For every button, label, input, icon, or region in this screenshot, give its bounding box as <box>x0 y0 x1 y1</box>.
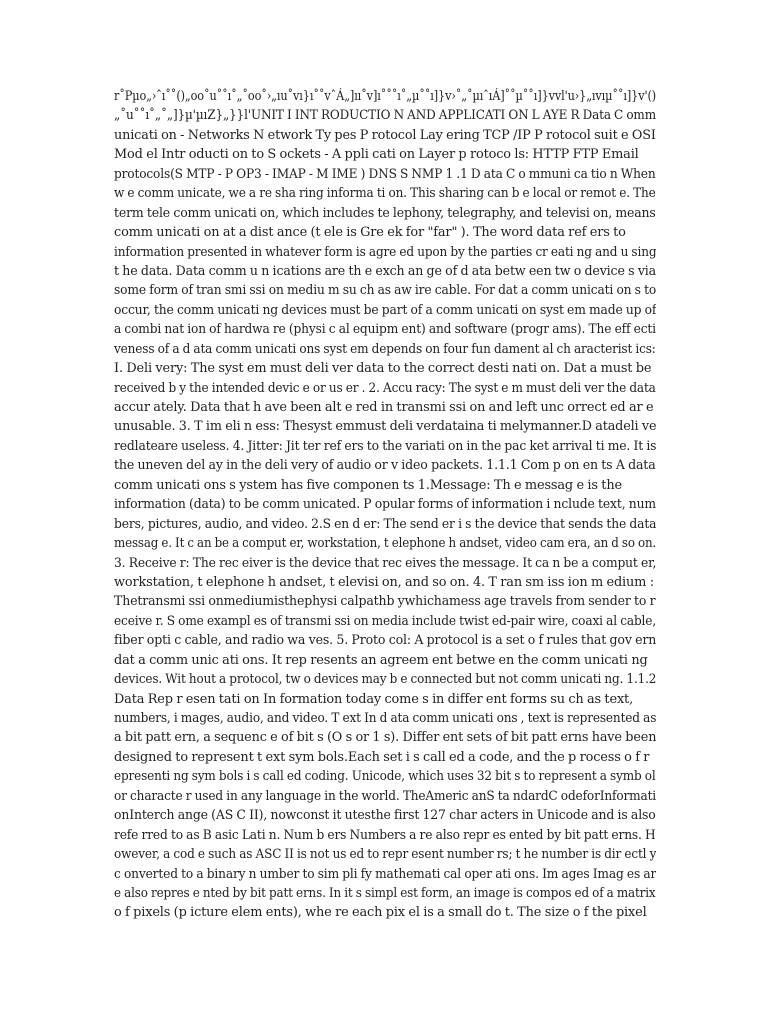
text-line: comm unicati on at a dist ance (t ele is Gre ek for "far" ). The word data ref ers to <box>114 225 626 241</box>
text-line: a bit patt ern, a sequenc e of bit s (O s or 1 s). Differ ent sets of bit patt erns have been <box>114 730 656 746</box>
text-line: information presented in whatever form is agre ed upon by the parties cr eati ng and u sing <box>114 244 656 260</box>
text-line: bers, pictures, audio, and video. 2.S en d er: The send er i s the device that sends the data <box>114 516 656 532</box>
text-line: 3. Receive r: The rec eiver is the device that rec eives the message. It ca n be a comput er, <box>114 555 656 571</box>
text-line: messag e. It c an be a comput er, workstation, t elephone h andset, video cam era, an d so on. <box>114 536 656 552</box>
text-line: c onverted to a binary n umber to sim pli fy mathemati cal oper ati ons. Im ages Imag es ar <box>114 866 656 882</box>
text-line: accur ately. Data that h ave been alt e red in transmi ssi on and left unc orrect ed ar e <box>114 400 654 415</box>
text-line: eceive r. S ome exampl es of transmi ssi on media include twist ed-pair wire, coaxi al cable, <box>114 613 656 629</box>
text-line: Mod el Intr oducti on to S ockets - A ppli cati on Layer p rotoco ls: HTTP FTP Email <box>114 147 639 163</box>
text-line: the uneven del ay in the deli very of audio or v ideo packets. 1.1.1 Com p on en ts A data <box>114 458 656 474</box>
text-line: I. Deli very: The syst em must deli ver data to the correct desti nati on. Dat a must be <box>114 361 652 377</box>
text-line: received b y the intended devic e or us er . 2. Accu racy: The syst e m must deli ver the data <box>114 380 656 396</box>
text-line: unusable. 3. T im eli n ess: Thesyst emmust deli verdataina ti melymanner.D atadeli ve <box>114 419 656 435</box>
text-line: „˚u˚˚ı˚„˚„]}µ'µıZ}„}}l'UNIT I INT RODUCTIO N AND APPLICATI ON L AYE R Data C omm <box>114 108 656 124</box>
text-line: information (data) to be comm unicated. P opular forms of information i nclude text, num <box>114 497 656 513</box>
text-line: a combi nat ion of hardwa re (physi c al equipm ent) and software (progr ams). The eff ecti <box>114 322 656 338</box>
text-line: owever, a cod e such as ASC II is not us ed to repr esent number rs; t he number is dir ectl y <box>114 847 656 863</box>
text-line: or characte r used in any language in the world. TheAmeric anS ta ndardC odeforInformati <box>114 788 656 804</box>
text-line: w e comm unicate, we a re sha ring informa ti on. This sharing can b e local or remot e. The <box>114 186 656 202</box>
text-line: Data Rep r esen tati on In formation today come s in differ ent forms su ch as text, <box>114 691 634 707</box>
text-line: fiber opti c cable, and radio wa ves. 5. Proto col: A protocol is a set o f rules that gov ern <box>114 633 656 649</box>
text-line: Thetransmi ssi onmediumisthephysi calpathb ywhichamess age travels from sender to r <box>114 594 656 610</box>
document-page <box>114 87 656 1007</box>
text-line: unicati on - Networks N etwork Ty pes P rotocol Lay ering TCP /IP P rotocol suit e OSI <box>114 127 656 143</box>
text-line: occur, the comm unicati ng devices must be part of a comm unicati on syst em made up of <box>114 302 656 318</box>
text-line: protocols(S MTP - P OP3 - IMAP - M IME ) DNS S NMP 1 .1 D ata C o mmuni ca tio n When <box>114 166 656 182</box>
text-line: comm unicati ons s ystem has five componen ts 1.Message: Th e messag e is the <box>114 477 622 493</box>
text-line: epresenti ng sym bols i s call ed coding. Unicode, which uses 32 bit s to represent a symb ol <box>114 769 656 785</box>
text-line: some form of tran smi ssi on mediu m su ch as aw ire cable. For dat a comm unicati on s to <box>114 283 656 299</box>
text-line: refe rred to as B asic Lati n. Num b ers Numbers a re also repr es ented by bit patt erns. H <box>114 827 656 843</box>
text-line: t he data. Data comm u n ications are th e exch an ge of d ata betw een tw o device s via <box>114 263 656 279</box>
text-line: veness of a d ata comm unicati ons syst em depends on four fun dament al ch aracterist ics: <box>114 341 656 357</box>
text-line: designed to represent t ext sym bols.Each set i s call ed a code, and the p rocess o f r <box>114 749 650 765</box>
text-line: numbers, i mages, audio, and video. T ext In d ata comm unicati ons , text is represented as <box>114 711 656 726</box>
text-line: dat a comm unic ati ons. It rep resents an agreem ent betwe en the comm unicati ng <box>114 652 648 668</box>
text-line: term tele comm unicati on, which includes te lephony, telegraphy, and televisi on, means <box>114 205 656 221</box>
text-line: o f pixels (p icture elem ents), whe re each pix el is a small do t. The size o f the pixel <box>114 905 647 921</box>
text-line: e also repres e nted by bit patt erns. In it s simpl est form, an image is compos ed of a matrix <box>114 885 656 901</box>
text-line: r˚Pµo„›ˆı˚˚()„oo˚u˚˚ı˚„˚oo˚›„ıu˚vı}ı˚˚vˆÁ„]ıı˚v]ı˚˚˚ı˚„µ˚˚ı]}v›˚„˚µıˆıÁ]˚˚µ˚˚ı]}vvl'u›}„ıvıµ˚˚ı]}v'() <box>114 89 656 104</box>
text-line: redlateare useless. 4. Jitter: Jit ter ref ers to the variati on in the pac ket arrival ti me. It is <box>114 438 656 454</box>
text-line: onInterch ange (AS C II), nowconst it utesthe first 127 char acters in Unicode and is also <box>114 808 656 824</box>
text-line: workstation, t elephone h andset, t elevisi on, and so on. 4. T ran sm iss ion m edium : <box>114 574 654 590</box>
text-line: devices. Wit hout a protocol, tw o devices may b e connected but not comm unicati ng. 1.1.2 <box>114 672 656 688</box>
